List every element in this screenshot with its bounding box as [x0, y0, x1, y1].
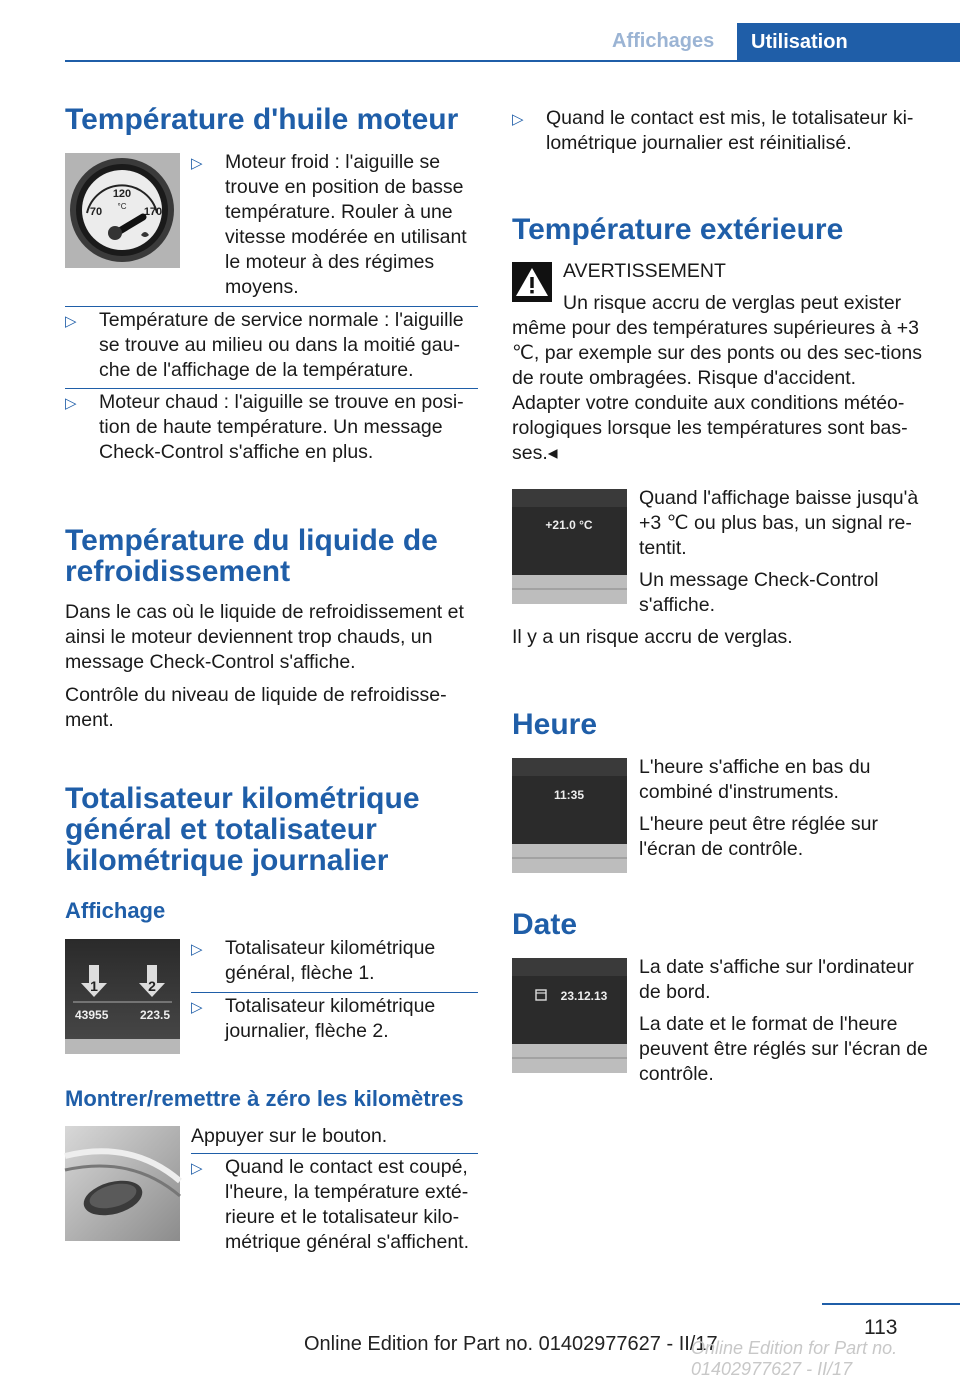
- reset-bullet-1: ▷ Quand le contact est coupé, l'heure, la température exté-rieure et le totalisateur kilo-métrique général s'affichent.: [191, 1156, 470, 1253]
- bullet-triangle-icon: ▷: [65, 313, 77, 330]
- bullet-triangle-icon: ▷: [191, 941, 203, 958]
- divider: [191, 992, 478, 993]
- coolant-temperature-title: Température du liquide de refroidissement: [65, 524, 438, 588]
- header-tab-utilisation[interactable]: Utilisation: [737, 23, 960, 62]
- warning-text: Un risque accru de verglas peut exister même pour des températures supérieures à +3 ℃, par exemple sur des ponts ou des sec-tions de route ombragées. Risque d'accident. Adapter votre conduite aux conditions météo-rologiques lorsque les températures sont bas-ses.◂: [512, 292, 922, 464]
- gauge-min-label: 70: [89, 206, 103, 218]
- oil-bullet-3: ▷ Moteur chaud : l'aiguille se trouve en posi-tion de haute température. Un message Check-Control s'affiche en plus.: [65, 391, 464, 463]
- reset-paragraph: Appuyer sur le bouton.: [191, 1125, 388, 1147]
- warning-label: AVERTISSEMENT: [563, 260, 726, 282]
- coolant-paragraph-2: Contrôle du niveau de liquide de refroidisse-ment.: [65, 684, 447, 731]
- outside-temperature-display-image: [512, 489, 627, 604]
- divider: [65, 306, 478, 307]
- odo-bullet-1: ▷ Totalisateur kilométrique général, flèche 1.: [191, 937, 436, 984]
- reset-button-image: [65, 1126, 180, 1241]
- date-paragraph-1: La date s'affiche sur l'ordinateur de bord.: [639, 956, 914, 1003]
- reset-bullet-2: ▷ Quand le contact est mis, le totalisateur ki-lométrique journalier est réinitialisé.: [512, 107, 914, 154]
- outside-temperature-title: Température extérieure: [512, 213, 844, 246]
- trip-mileage-value: 223.5: [139, 1008, 170, 1022]
- oil-gauge-image: [65, 153, 180, 268]
- reset-subtitle: Montrer/remettre à zéro les kilomètres: [65, 1086, 464, 1111]
- bullet-triangle-icon: ▷: [191, 999, 203, 1016]
- oil-bullet-1: ▷ Moteur froid : l'aiguille se trouve en position de basse température. Rouler à une vitesse modérée en utilisant le moteur à des régimes moyens.: [191, 151, 467, 298]
- ext-paragraph-3: Il y a un risque accru de verglas.: [512, 626, 793, 648]
- odo-bullet-2: ▷ Totalisateur kilométrique journalier, flèche 2.: [191, 995, 436, 1042]
- bullet-triangle-icon: ▷: [512, 111, 524, 128]
- gauge-unit-label: °C: [117, 202, 127, 211]
- oil-temperature-title: Température d'huile moteur: [65, 103, 459, 136]
- edition-footer: Online Edition for Part no. 01402977627 - II/17: [304, 1333, 718, 1355]
- clock-display-image: [512, 758, 627, 873]
- total-mileage-value: 43955: [75, 1008, 109, 1022]
- ext-paragraph-2: Un message Check-Control s'affiche.: [639, 569, 879, 616]
- date-title: Date: [512, 908, 578, 941]
- footer-line: [822, 1303, 960, 1305]
- bullet-triangle-icon: ▷: [191, 1160, 203, 1177]
- time-paragraph-2: L'heure peut être réglée sur l'écran de contrôle.: [639, 813, 878, 860]
- date-paragraph-2: La date et le format de l'heure peuvent être réglés sur l'écran de contrôle.: [639, 1013, 928, 1085]
- page-number: 113: [864, 1316, 898, 1339]
- odometer-title: Totalisateur kilométrique général et totalisateur kilométrique journalier: [65, 782, 420, 877]
- arrow-2-label: 2: [148, 978, 156, 994]
- clock-value: 11:35: [553, 788, 585, 802]
- watermark: Online Edition for Part no. 01402977627 - II/17: [691, 1338, 898, 1379]
- temperature-value: +21.0 °C: [545, 518, 593, 532]
- odometer-image: [65, 939, 180, 1054]
- header-tab-affichages[interactable]: Affichages: [612, 30, 715, 52]
- arrow-1-label: 1: [90, 978, 98, 994]
- oil-bullet-2: ▷ Température de service normale : l'aiguille se trouve au milieu ou dans la moitié gau-che de l'affichage de la température.: [65, 309, 464, 381]
- time-paragraph-1: L'heure s'affiche en bas du combiné d'instruments.: [639, 756, 871, 803]
- coolant-paragraph-1: Dans le cas où le liquide de refroidissement et ainsi le moteur deviennent trop chauds, un message Check-Control s'affiche.: [65, 601, 464, 673]
- date-value: 23.12.13: [560, 989, 608, 1003]
- gauge-mid-label: 120: [112, 188, 132, 200]
- date-display-image: [512, 958, 627, 1073]
- divider: [65, 388, 478, 389]
- display-subtitle: Affichage: [65, 898, 166, 923]
- ext-paragraph-1: Quand l'affichage baisse jusqu'à +3 ℃ ou plus bas, un signal re-tentit.: [639, 487, 919, 559]
- time-title: Heure: [512, 708, 598, 741]
- bullet-triangle-icon: ▷: [191, 155, 203, 172]
- bullet-triangle-icon: ▷: [65, 395, 77, 412]
- divider: [191, 1153, 478, 1154]
- gauge-max-label: 170: [143, 206, 163, 218]
